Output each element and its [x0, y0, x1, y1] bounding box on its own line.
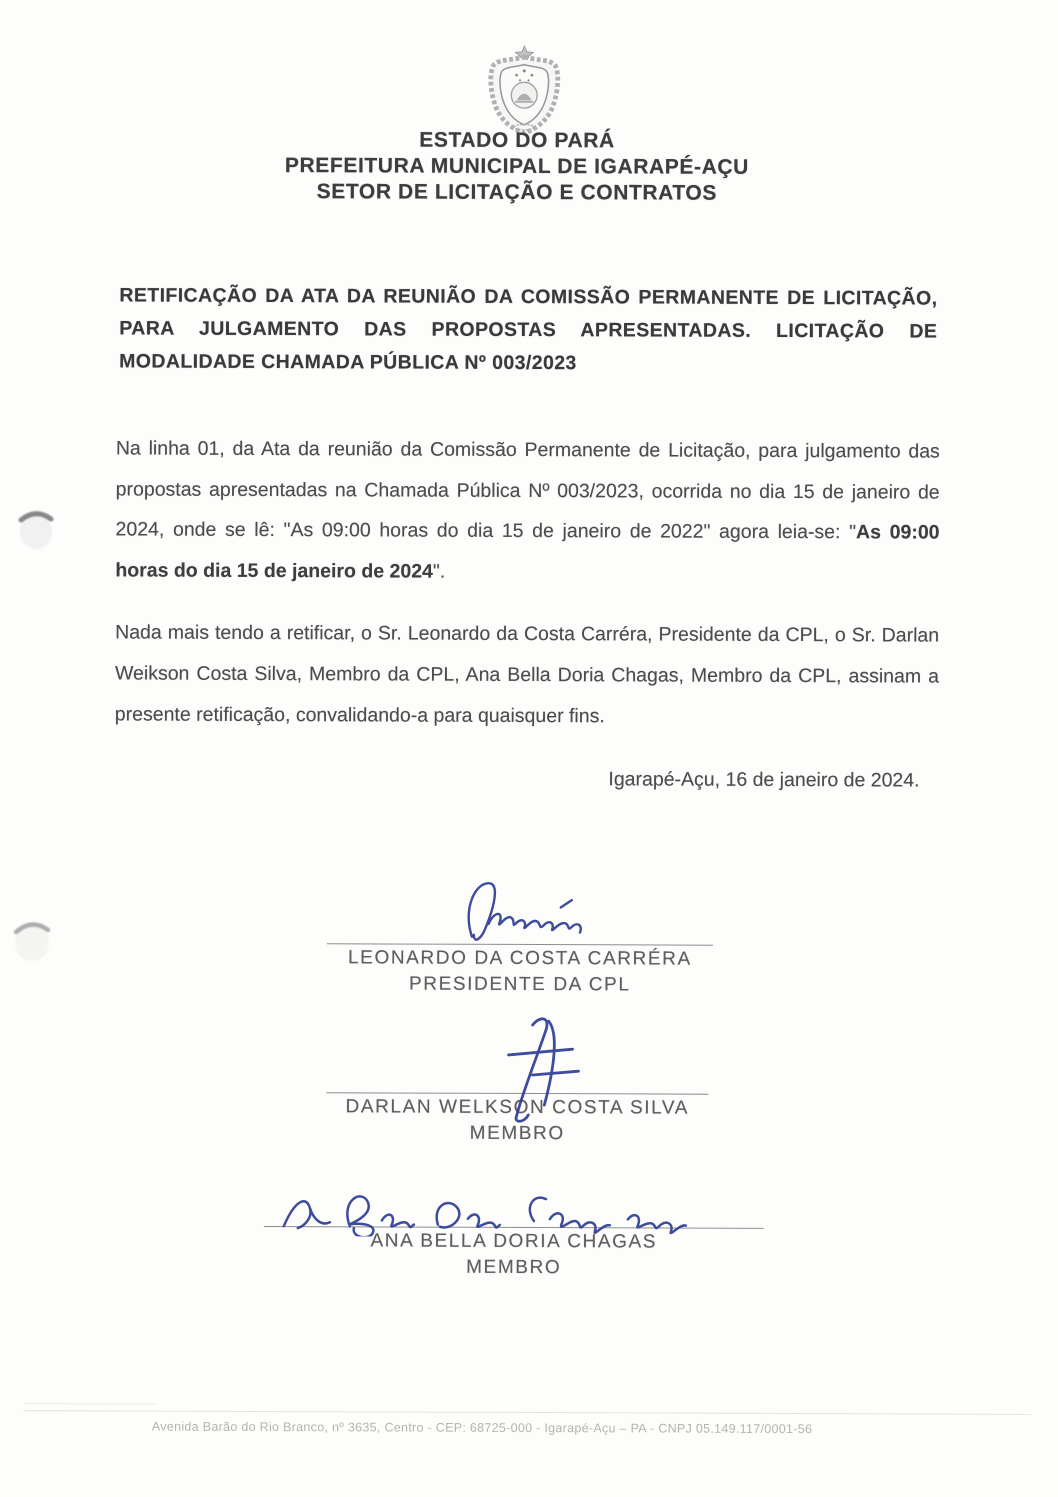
- signatory-role-president: PRESIDENTE DA CPL: [409, 973, 631, 996]
- signatory-name-president: LEONARDO DA COSTA CARRÉRA: [347, 947, 692, 970]
- signature-block-member-darlan: [326, 1018, 708, 1145]
- scan-streak: [25, 1403, 155, 1404]
- signature-line-president: [327, 943, 713, 945]
- signatory-role-member-ana: MEMBRO: [466, 1256, 562, 1279]
- paragraph1-lead-text: Na linha 01, da Ata da reunião da Comissão Permanente de Licitação, para julgamento das propostas apresentadas na Chamada Pública Nº 003/2023, ocorrida no dia 15 de janeiro de 2024, onde se lê: "As 09:00 horas do dia 15 de janeiro de 2022" agora leia-se: ": [115, 437, 940, 544]
- letterhead-municipality-line: PREFEITURA MUNICIPAL DE IGARAPÉ-AÇU: [284, 154, 749, 179]
- paragraph1-closing-text: ".: [432, 560, 446, 583]
- paragraph-rectification: [115, 428, 940, 593]
- signatory-role-member-darlan: MEMBRO: [469, 1122, 565, 1145]
- dateline: Igarapé-Açu, 16 de janeiro de 2024.: [608, 768, 920, 792]
- footer-address-text: Avenida Barão do Rio Branco, nº 3635, Centro - CEP: 68725-000 - Igarapé-Açu – PA - CNPJ 05.149.117/0001-56: [151, 1419, 813, 1437]
- signatory-name-member-ana: ANA BELLA DORIA CHAGAS: [370, 1230, 658, 1253]
- letterhead-state-line: ESTADO DO PARÁ: [419, 128, 615, 153]
- signature-line-member-ana: [264, 1226, 764, 1229]
- punch-hole-mark-top-icon: [16, 502, 56, 554]
- letterhead-department-line: SETOR DE LICITAÇÃO E CONTRATOS: [316, 180, 718, 205]
- signature-block-member-ana: [264, 1154, 764, 1280]
- document-footer: [23, 1410, 1031, 1437]
- paragraph-closing: Nada mais tendo a retificar, o Sr. Leonardo da Costa Carréra, Presidente da CPL, o Sr. Darlan Weikson Costa Silva, Membro da CPL, Ana Bella Doria Chagas, Membro da CPL, assinam a presente retificação, convalidando-a para quaisquer fins.: [114, 621, 940, 728]
- document-title: RETIFICAÇÃO DA ATA DA REUNIÃO DA COMISSÃO PERMANENTE DE LICITAÇÃO, PARA JULGAMENTO DAS PROPOSTAS APRESENTADAS. LICITAÇÃO DE MODALIDADE CHAMADA PÚBLICA Nº 003/2023: [119, 284, 938, 375]
- signature-line-member-darlan: [326, 1092, 708, 1094]
- coat-of-arms-icon: [481, 44, 567, 136]
- punch-hole-mark-bottom-icon: [10, 910, 54, 966]
- paragraph1-corrected-text: As 09:00 horas do dia 15 de janeiro de 2024: [115, 521, 940, 583]
- signatory-name-member-darlan: DARLAN WELKSON COSTA SILVA: [345, 1096, 690, 1119]
- signature-ink-leonardo-icon: [445, 876, 643, 949]
- letterhead: [0, 126, 1034, 208]
- signature-block-president: [327, 871, 713, 996]
